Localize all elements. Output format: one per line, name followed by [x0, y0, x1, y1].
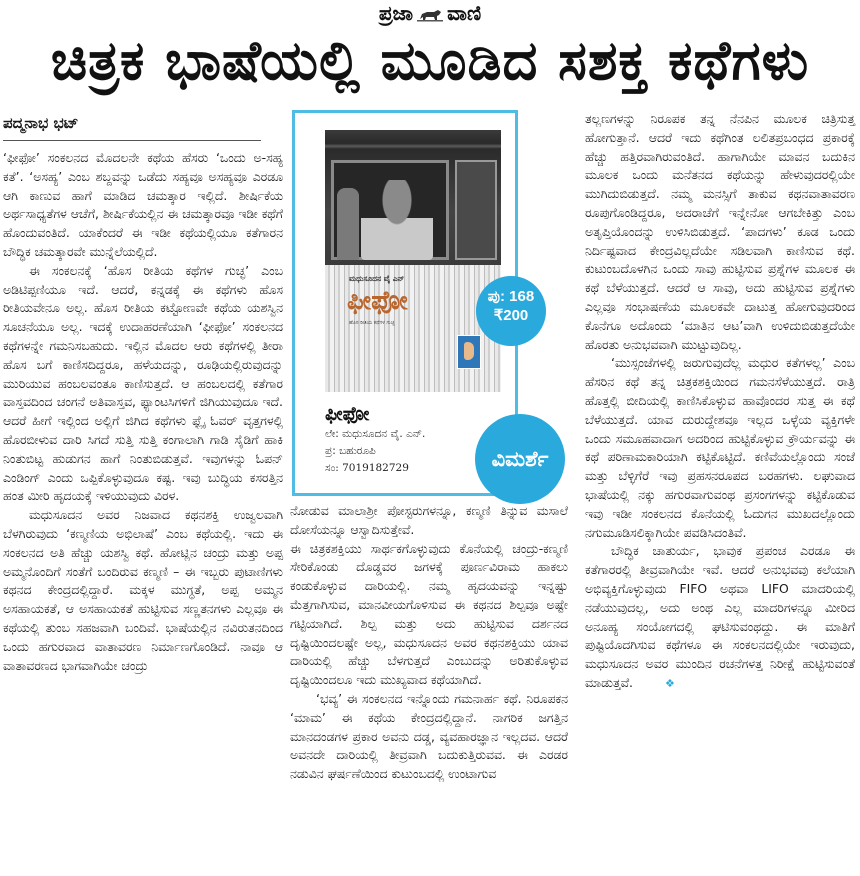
article-column-3: [585, 110, 855, 876]
logo-text-left: ಪ್ರಜಾ: [378, 1, 414, 25]
paragraph: ‘ಫೀಫೋ’ ಸಂಕಲನದ ಮೊದಲನೇ ಕಥೆಯ ಹೆಸರು ‘ಒಂದು ಅ-ಸಹ್ಯ ಕತೆ’. ‘ಅಸಹ್ಯ’ ಎಂಬ ಶಬ್ದವನ್ನು ಒಡೆದು ಸಹ್ಯವೂ ಅಸಹ್ಯವೂ ಎರಡೂ ಆಗಿ ಕಾಣುವ ಹಾಗೆ ಮಾಡಿದ ಚಮತ್ಕಾರ ಇಲ್ಲಿದೆ. ಶೀರ್ಷಿಕೆಯ ಅರ್ಥಸಾಧ್ಯತೆಗಳ ಆಚೆಗೆ, ಶೀರ್ಷಿಕೆಯಲ್ಲಿನ ಈ ಚಮತ್ಕಾರವೂ ಇಡೀ ಕಥೆಗೆ ಹೊಂದುವಂತಿದೆ. ಯಾಕೆಂದರೆ ಈ ಇಡೀ ಕಥೆಯಲ್ಲಿಯೂ ಕತೆಗಾರನ ಬೌದ್ಧಿಕ ಚಮತ್ಕಾರವೇ ಮುನ್ನೆಲೆಯಲ್ಲಿದೆ.: [3, 150, 283, 259]
bull-emblem-icon: [417, 5, 443, 21]
price-badge: [476, 276, 546, 346]
paragraph: [585, 542, 855, 693]
article-column-2: [290, 502, 568, 876]
book-cover-image: [325, 130, 501, 392]
page-count: ಪು: 168: [487, 288, 535, 305]
masthead: [0, 0, 860, 28]
book-contact: ಸಂ: 7019182729: [325, 462, 409, 474]
bus-side-panel: [455, 160, 497, 260]
paragraph: ಈ ಚಿತ್ರಕಶಕ್ತಿಯು ಸಾರ್ಥಕಗೊಳ್ಳುವುದು ಕೊನೆಯಲ್ಲಿ ಚಂದ್ರು-ಕಣ್ಮಣಿ ಸೇರಿಕೊಂಡು ದೊಡ್ಡವರ ಜಗಳಕ್ಕೆ ಪೂರ್ಣವಿರಾಮ ಹಾಕಲು ಕಂಡುಕೊಳ್ಳುವ ದಾರಿಯಲ್ಲಿ. ನಮ್ಮ ಹೃದಯವನ್ನು ಇನ್ನಷ್ಟು ಮೆತ್ತಗಾಗಿಸುವ, ಮಾನವೀಯಗೊಳಿಸುವ ಈ ಕಥನದ ಶಿಲ್ಪವೂ ಅಷ್ಟೇ ಗಟ್ಟಿಯಾಗಿದೆ. ಶಿಲ್ಪ ಮತ್ತು ಅದು ಹುಟ್ಟಿಸುವ ದರ್ಶನದ ದೃಷ್ಟಿಯಿಂದಲಷ್ಟೇ ಅಲ್ಲ, ಮಧುಸೂದನ ಅವರ ಕಥನಶಕ್ತಿಯು ಯಾವ ದಾರಿಯಲ್ಲಿ ಹೆಚ್ಚು ಬೆಳಗುತ್ತದೆ ಎಂಬುದನ್ನು ಅರಿತುಕೊಳ್ಳುವ ದೃಷ್ಟಿಯಿಂದಲೂ ಇದು ಮುಖ್ಯವಾದ ಕಥೆಯಾಗಿದೆ.: [290, 540, 568, 688]
cover-title: ಫೀಫೋ: [347, 286, 408, 316]
paragraph: ನೋಡುವ ಮಾಲಾಶ್ರೀ ಪೋಸ್ಟರುಗಳನ್ನೂ, ಕಣ್ಮಣಿ ತಿನ್ನುವ ಮಸಾಲೆ ದೋಸೆಯನ್ನೂ ಆಸ್ವಾದಿಸುತ್ತೇವೆ.: [290, 503, 568, 537]
paragraph: ‘ಭವ್ಯ’ ಈ ಸಂಕಲನದ ಇನ್ನೊಂದು ಗಮನಾರ್ಹ ಕಥೆ. ನಿರೂಪಕನ ‘ಮಾಮ’ ಈ ಕಥೆಯ ಕೇಂದ್ರದಲ್ಲಿದ್ದಾನೆ. ನಾಗರಿಕ ಜಗತ್ತಿನ ಮಾನದಂಡಗಳ ಪ್ರಕಾರ ಅವನು ದಡ್ಡ, ವ್ಯವಹಾರಜ್ಞಾನ ಇಲ್ಲದವ. ಆದರೆ ಅವನದೇ ದಾರಿಯಲ್ಲಿ ತೀವ್ರವಾಗಿ ಬದುಕುತ್ತಿರುವವ. ಈ ಎರಡರ ನಡುವಿನ ಘರ್ಷಣೆಯಿಂದ ಕುಟುಂಬದಲ್ಲಿ ಉಂಟಾಗುವ: [290, 690, 568, 782]
publisher-logo-icon: [457, 335, 481, 369]
paragraph-text: ಬೌದ್ಧಿಕ ಚಾತುರ್ಯ, ಭಾವುಕ ಪ್ರಪಂಚ ಎರಡೂ ಈ ಕತೆಗಾರರಲ್ಲಿ ತೀವ್ರವಾಗಿಯೇ ಇವೆ. ಆದರೆ ಅನುಭವವು ಕಲೆಯಾಗಿ ಅಭಿವ್ಯಕ್ತಿಗೊಳ್ಳುವುದು FIFO ಅಥವಾ LIFO ಮಾದರಿಯಲ್ಲಿ ನಡೆಯುವುದಲ್ಲ, ಅದು ಅಂಥ ಎಲ್ಲ ಮಾದರಿಗಳನ್ನೂ ಮೀರಿದ ಅನೂಹ್ಯ ಸಂಯೋಗದಲ್ಲಿ ಘಟಿಸುವಂಥದ್ದು. ಈ ಮಾತಿಗೆ ಪುಷ್ಟಿಯೊದಗಿಸುವ ಕಥೆಗಳೂ ಈ ಸಂಕಲನದಲ್ಲಿಯೇ ಇರುವುದು, ಮಧುಸೂದನ ಅವರ ಮುಂದಿನ ರಚನೆಗಳತ್ತ ನಿರೀಕ್ಷೆ ಹುಟ್ಟಿಸುವಂತೆ ಮಾಡುತ್ತವೆ.: [585, 543, 855, 690]
book-author: ಲೇ: ಮಧುಸೂದನ ವೈ. ಎನ್.: [325, 428, 426, 440]
article-column-1: [3, 149, 283, 876]
book-publisher: ಪ್ರ: ಬಹುರೂಪಿ: [325, 445, 376, 457]
newspaper-logo: [379, 2, 481, 24]
review-section-badge: ವಿಮರ್ಶೆ: [475, 414, 565, 504]
article-headline: ಚಿತ್ರಕ ಭಾಷೆಯಲ್ಲಿ ಮೂಡಿದ ಸಶಕ್ತ ಕಥೆಗಳು: [50, 29, 810, 92]
author-byline: ಪದ್ಮನಾಭ ಭಟ್: [3, 114, 79, 132]
bus-body-panel: [325, 265, 501, 392]
article-end-mark-icon: ❖: [665, 676, 675, 690]
byline-divider: [3, 140, 261, 141]
cover-subtitle: ಹೊಸ ರೀತಿಯ ಕಥೆಗಳ ಗುಚ್ಛ: [349, 320, 395, 326]
logo-text-right: ವಾಣಿ: [447, 1, 482, 25]
cover-author: ಮಧುಸೂದನ ವೈ ಎನ್: [349, 274, 405, 283]
cover-person: [361, 180, 433, 260]
paragraph: ಮಧುಸೂದನ ಅವರ ನಿಜವಾದ ಕಥನಶಕ್ತಿ ಉಜ್ವಲವಾಗಿ ಬೆಳಗಿರುವುದು ‘ಕಣ್ಮಣಿಯ ಅಭಿಲಾಷೆ’ ಎಂಬ ಕಥೆಯಲ್ಲಿ. ಇದು ಈ ಸಂಕಲನದ ಅತಿ ಹೆಚ್ಚು ಯಶಸ್ವಿ ಕಥೆ. ಹೋಟ್ಲಿನ ಚಂದ್ರು ಮತ್ತು ಅಪ್ಪ ಅಮ್ಮನೊಂದಿಗೆ ಸಂತೆಗೆ ಬಂದಿರುವ ಕಣ್ಮಣಿ – ಈ ಇಬ್ಬರು ಪುಟಾಣಿಗಳು ಕಥನದ ಕೇಂದ್ರದಲ್ಲಿದ್ದಾರೆ. ಮಕ್ಕಳ ಮುಗ್ಧತೆ, ಅಪ್ಪ ಅಮ್ಮನ ಅಸಹಾಯಕತೆ, ಆ ಅಸಹಾಯಕತೆ ಹುಟ್ಟಿಸುವ ಸಣ್ಣತನಗಳು ಎಲ್ಲವೂ ಈ ಕಥೆಯಲ್ಲಿ ತುಂಬ ಸಹಜವಾಗಿ ಬಂದಿವೆ. ಭಾಷೆಯಲ್ಲಿನ ನವಿರುತನದಿಂದ ಒಂದು ಹಗುರವಾದ ವಾತಾವರಣ ನಿರ್ಮಾಣಗೊಂಡಿದೆ. ನಾವೂ ಆ ವಾತಾವರಣದ ಭಾಗವಾಗಿಯೇ ಚಂದ್ರು: [3, 507, 283, 673]
book-title: ಫೀಫೋ: [325, 403, 370, 425]
bus-seat: [337, 188, 359, 260]
book-price: ₹200: [493, 307, 529, 324]
paragraph: ‘ಮುಸ್ಸಂಜೆಗಳಲ್ಲಿ ಜರುಗುವುದೆಲ್ಲ ಮಧುರ ಕತೆಗಳಲ್ಲ’ ಎಂಬ ಹೆಸರಿನ ಕಥೆ ತನ್ನ ಚಿತ್ರಕಶಕ್ತಿಯಿಂದ ಗಮನಸೆಳೆಯುತ್ತದೆ. ರಾತ್ರಿ ಹೊತ್ತಲ್ಲಿ ಬೀದಿಯಲ್ಲಿ ಕಾಣಿಸಿಕೊಳ್ಳುವ ಹಾವೊಂದರ ಸುತ್ತ ಈ ಕಥೆ ಬೆಳೆಯುತ್ತದೆ. ಯಾವ ದುರುದ್ದೇಶವೂ ಇಲ್ಲದ ಒಳ್ಳೆಯ ವ್ಯಕ್ತಿಗಳೇ ಒಂದು ಸಮೂಹವಾದಾಗ ಅದರಿಂದ ಹುಟ್ಟಿಕೊಳ್ಳುವ ಕ್ರೌರ್ಯವನ್ನು ಈ ಕಥೆ ಪರಿಣಾಮಕಾರಿಯಾಗಿ ಕಟ್ಟಿಕೊಟ್ಟಿದೆ. ಕಣಿವೆಯಲ್ಲೊಂದು ಸಂಜೆ ಮತ್ತು ಬೆಳ್ಳಿಗೆರೆ ಇವು ಪ್ರಹಸನರೂಪದ ಬರಹಗಳು. ಲಘುವಾದ ಭಾಷೆಯಲ್ಲಿ ನಕ್ಕು ಹಗುರವಾಗುವಂಥ ಪ್ರಸಂಗಗಳನ್ನು ಕಟ್ಟಿಕೊಡುವ ಇವು ಇಡೀ ಸಂಕಲನದ ಕೊನೆಯಲ್ಲಿ ಓದುಗನ ಮುಖದಲ್ಲೊಂದು ನಗುಮೂಡಿಸಲಿಕ್ಕಾಗಿಯೇ ಪವಡಿಸಿದಂತಿವೆ.: [585, 355, 855, 540]
paragraph: ಈ ಸಂಕಲನಕ್ಕೆ ‘ಹೊಸ ರೀತಿಯ ಕಥೆಗಳ ಗುಚ್ಛ’ ಎಂಬ ಅಡಿಟಿಪ್ಪಣಿಯೂ ಇದೆ. ಆದರೆ, ಕನ್ನಡಕ್ಕೆ ಈ ಕಥೆಗಳು ಹೊಸ ರೀತಿಯವೇನೂ ಅಲ್ಲ. ಹೊಸ ರೀತಿಯ ಕಟ್ಟೋಣವೇ ಕಥೆಯ ಯಶಸ್ವಿನ ಸೂಚನೆಯೂ ಅಲ್ಲ. ಇದಕ್ಕೆ ಉದಾಹರಣೆಯಾಗಿ ‘ಫೀಫೋ’ ಸಂಕಲನದ ಕಥೆಗಳನ್ನೇ ಗಮನಿಸಬಹುದು. ಇಲ್ಲಿನ ಮೊದಲ ಆರು ಕಥೆಗಳಲ್ಲಿ ತೀರಾ ಹೊಸ ಬಗೆ ಕಾಣಿಸದಿದ್ದರೂ, ಹಳೆಯದನ್ನು, ರೂಢಿಯಲ್ಲಿರುವುದನ್ನು ಮುರಿಯುವ ಹಂಬಲವಂತೂ ಕಾಣಿಸುತ್ತದೆ. ಆ ಹಂಬಲದಲ್ಲಿ ಕತೆಗಾರ ವಾಸ್ತವದಿಂದ ಚಂಗನೆ ಅತಿವಾಸ್ತವ, ಫ್ಯಾಂಟಸಿಗಳಿಗೆ ಜಿಗಿಯುವುದೂ ಇದೆ. ಆದರೆ ಹೀಗೆ ಇಲ್ಲಿಂದ ಅಲ್ಲಿಗೆ ಜಿಗಿದ ಕಥೆಗಳು ಫ್ಲೈ ಓವರ್ ವೃತ್ತಗಳಲ್ಲಿ ಹೊರಬೀಳುವ ದಾರಿ ಸಿಗದೆ ಸುತ್ತಿ ಸುತ್ತಿ ಕಂಗಾಲಾಗಿ ಗಾಡಿ ಸೈಡಿಗೆ ಹಾಕಿ ನಿಂತುಬಿಟ್ಟ ಹುಡುಗನ ಹಾಗೆ ನಿಂತುಬಿಡುತ್ತವೆ. ಇವುಗಳನ್ನು ಓಪನ್ ಎಂಡಿಂಗ್ ಎಂದು ಒಪ್ಪಿಕೊಳ್ಳುವುದೂ ಕಷ್ಟ. ಇವು ಬುದ್ಧಿಯ ಕಸರತ್ತಿನ ಹಂತ ಮೀರಿ ಹೃದಯಕ್ಕೆ ಇಳಿಯುವುದು ವಿರಳ.: [3, 262, 283, 504]
paragraph: ತಲ್ಲಣಗಳನ್ನು ನಿರೂಪಕ ತನ್ನ ನೆನಪಿನ ಮೂಲಕ ಚಿತ್ರಿಸುತ್ತ ಹೋಗುತ್ತಾನೆ. ಆದರೆ ಇದು ಕಥೆಗಿಂತ ಲಲಿತಪ್ರಬಂಧದ ಪ್ರಕಾರಕ್ಕೆ ಹೆಚ್ಚು ಹತ್ತಿರವಾಗಿರುವಂತಿದೆ. ಹಾಗಾಗಿಯೇ ಮಾವನ ಬದುಕಿನ ಮೂಲಕ ಒಂದು ಮನೆತನದ ಕಥೆಯನ್ನು ಹೇಳುವುದರಲ್ಲಿಯೇ ಮುಗಿದುಬಿಡುತ್ತದೆ. ನಮ್ಮ ಮನಸ್ಸಿಗೆ ತಾಕುವ ಕಥನವಾತಾವರಣ ರೂಪುಗೊಂಡಿದ್ದರೂ, ಅದರಾಚೆಗೆ ಇನ್ನೇನೋ ಆಗಬೇಕಿತ್ತು ಎಂಬ ಅತೃಪ್ತಿಯೊಂದನ್ನು ಉಳಿಸಿಬಿಡುತ್ತದೆ. ‘ಪಾದಗಳು’ ಕೂಡ ಒಂದು ನಿರ್ದಿಷ್ಟವಾದ ಕೇಂದ್ರವಿಲ್ಲದೆಯೇ ಸಡಿಲವಾಗಿ ಕಾಣಿಸುವ ಕಥೆ. ಕುಟುಂಬದೊಳಗಿನ ಒಂದು ಸಾವು ಹುಟ್ಟಿಸುವ ಪ್ರಶ್ನೆಗಳ ಮೂಲಕ ಈ ಕಥೆ ಬೆಳೆಯುತ್ತದೆ. ಆದರೆ ಆ ಸಾವು, ಅದು ಹುಟ್ಟಿಸುವ ಪ್ರಶ್ನೆಗಳು ಎಲ್ಲವೂ ಸಂಭಾಷಣೆಯ ಮೂಲಕವೇ ದಾಟುತ್ತ ಹೋಗುವುದರಿಂದ ಕೊನೆಗೂ ಅದೊಂದು ‘ಮಾತಿನ ಆಟ’ವಾಗಿ ಉಳಿದುಬಿಡುತ್ತದೆಯೇ ಹೊರತು ಅನುಭವವಾಗಿ ಮುಟ್ಟುವುದಿಲ್ಲ.: [585, 111, 855, 352]
